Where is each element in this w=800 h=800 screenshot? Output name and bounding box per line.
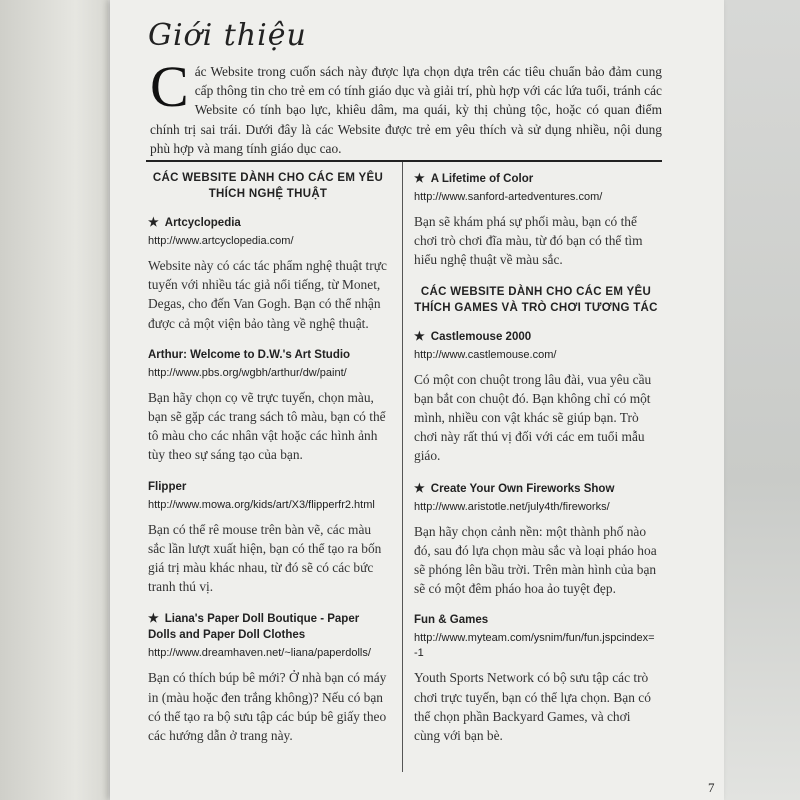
intro-paragraph [150, 54, 662, 158]
website-entry [414, 170, 658, 270]
star-icon: ★ [148, 215, 159, 229]
website-entry [148, 214, 388, 333]
section-title-art: CÁC WEBSITE DÀNH CHO CÁC EM YÊU THÍCH NGHỆ THUẬT [152, 172, 384, 200]
previous-page-edge [0, 0, 108, 800]
right-column [414, 170, 658, 759]
entry-description: Website này có các tác phẩm nghệ thuật trực tuyến với nhiều tác giả nổi tiếng, từ Monet, Degas, cho đến Van Gogh. Bạn có thể nhận được cả một viện bảo tàng về nghệ thuật. [148, 258, 387, 331]
entry-url: http://www.mowa.org/kids/art/X3/flipperfr2.html [148, 498, 375, 511]
book-page [110, 0, 724, 800]
website-entry [414, 480, 658, 599]
table-surface [722, 0, 800, 800]
section-title-games: CÁC WEBSITE DÀNH CHO CÁC EM YÊU THÍCH GAMES VÀ TRÒ CHƠI TƯƠNG TÁC [414, 285, 658, 314]
entry-name: ★ Artcyclopedia [148, 215, 241, 229]
entry-description: Youth Sports Network có bộ sưu tập các trò chơi trực tuyến, bạn có thể lựa chọn. Bạn có thể chọn phần Backyard Games, và chơi cùng với bạn bè. [414, 670, 651, 744]
entry-name: ★ A Lifetime of Color [414, 171, 534, 185]
entry-name: ★ Castlemouse 2000 [414, 328, 532, 343]
entry-url: http://www.sanford-artedventures.com/ [414, 191, 603, 203]
website-entry [148, 610, 388, 745]
entry-url: http://www.aristotle.net/july4th/fireworks/ [414, 500, 610, 513]
entry-description: Bạn có thích búp bê mới? Ở nhà bạn có máy in (màu hoặc đen trắng không)? Nếu có bạn có thể tạo ra bộ sưu tập các búp bê giấy theo các hướng dẫn ở trang này. [148, 670, 387, 744]
entry-name: Arthur: Welcome to D.W.'s Art Studio [148, 348, 351, 361]
page-number: 7 [708, 780, 715, 795]
entry-name: Fun & Games [414, 614, 489, 627]
entry-description: Bạn sẽ khám phá sự phối màu, bạn có thể chơi trò chơi đĩa màu, từ đó bạn có thể tìm hiểu nghệ thuật về màu sắc. [414, 214, 643, 268]
star-icon: ★ [148, 611, 159, 626]
entry-description: Có một con chuột trong lâu đài, vua yêu cầu bạn bắt con chuột đó. Bạn không chỉ có một mình, nhiều con vật khác sẽ giúp bạn. Trò chơi này rất thú vị đối với các em tuổi mẫu giáo. [414, 371, 652, 464]
entry-url: http://www.dreamhaven.net/~liana/paperdolls/ [148, 647, 371, 660]
column-divider [402, 162, 403, 772]
entry-url: http://www.pbs.org/wgbh/arthur/dw/paint/ [148, 366, 347, 379]
website-entry [148, 479, 388, 597]
star-icon: ★ [414, 480, 425, 495]
intro-text: ác Website trong cuốn sách này được lựa chọn dựa trên các tiêu chuẩn bảo đảm cung cấp thông tin cho trẻ em có tính giáo dục và giải trí, phù hợp với các lứa tuổi, tránh các Website có tính bạo lực, khiêu dâm, ma quái, kỳ thị chủng tộc, hoặc có quan điểm chính trị sai trái. Dưới đây là các Website được trẻ em yêu thích và sử dụng nhiều, nội dung phù hợp và mang tính giáo dục cao. [150, 64, 662, 156]
header-divider [146, 160, 662, 162]
star-icon: ★ [414, 171, 425, 185]
drop-cap: C [150, 54, 189, 119]
website-entry [414, 612, 658, 745]
entry-url: http://www.myteam.com/ysnim/fun/fun.jspcindex=-1 [414, 632, 655, 660]
page-title: Giới thiệu [148, 18, 307, 53]
entry-description: Bạn có thể rê mouse trên bàn vẽ, các màu sắc lần lượt xuất hiện, bạn có thể tạo ra bốn giá trị màu khác nhau, từ đó sẽ có các bức tranh thú vị. [148, 521, 382, 595]
entry-description: Bạn hãy chọn cọ vẽ trực tuyến, chọn màu, bạn sẽ gặp các trang sách tô màu, bạn có thể tô màu cho các nhân vật hoặc các hình ảnh tùy theo sự sáng tạo của bạn. [148, 389, 386, 463]
entry-url: http://www.artcyclopedia.com/ [148, 235, 294, 247]
entry-description: Bạn hãy chọn cảnh nền: một thành phố nào đó, sau đó lựa chọn màu sắc và loại pháo hoa sẽ phóng lên bầu trời. Trên màn hình của bạn sẽ có một đêm pháo hoa ảo tuyệt đẹp. [414, 523, 657, 597]
entry-name: Flipper [148, 480, 187, 493]
entry-url: http://www.castlemouse.com/ [414, 348, 557, 361]
website-entry [148, 347, 388, 465]
website-entry [414, 328, 658, 466]
left-column [148, 170, 388, 759]
entry-name: ★ Liana's Paper Doll Boutique - Paper Dolls and Paper Doll Clothes [148, 611, 360, 642]
entry-name: ★ Create Your Own Fireworks Show [414, 480, 615, 495]
star-icon: ★ [414, 328, 425, 343]
